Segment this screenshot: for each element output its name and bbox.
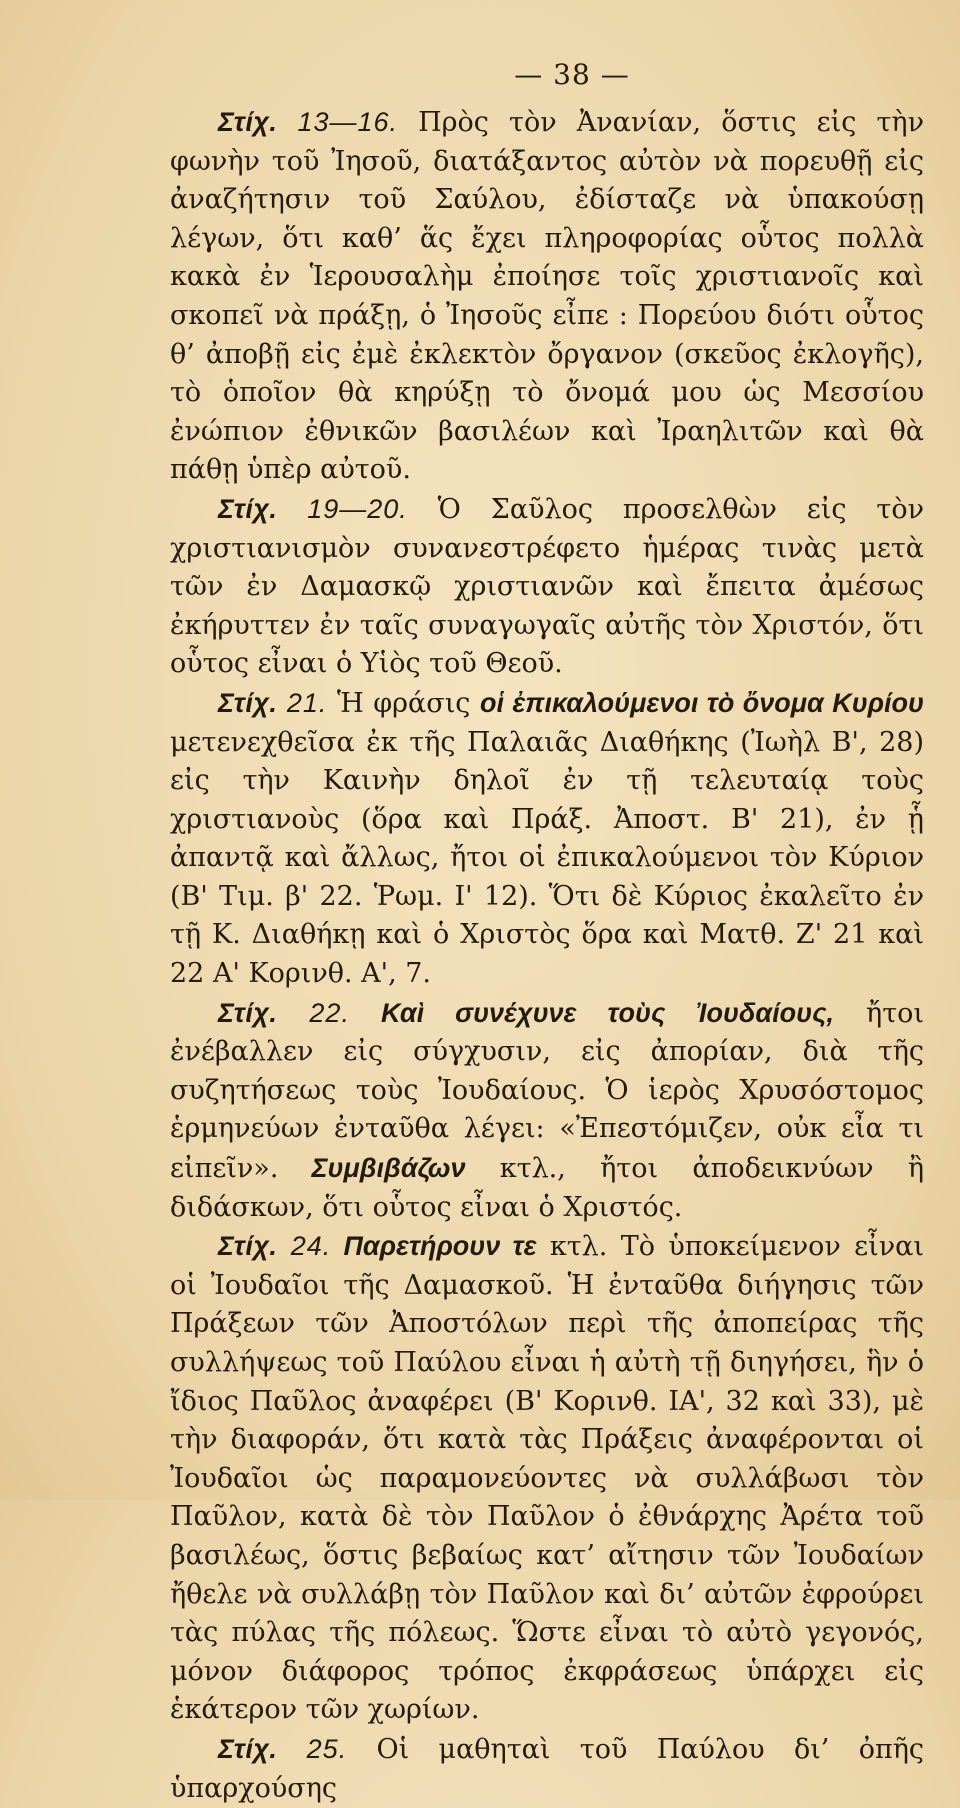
paragraph-verse-24 (170, 1227, 924, 1730)
paragraph-text: μετενεχθεῖσα ἐκ τῆς Παλαιᾶς Διαθήκης (Ἰωὴλ Β', 28) εἰς τὴν Καινὴν δηλοῖ ἐν τῇ τελευταίᾳ τοὺς χριστιανοὺς (ὅρα καὶ Πράξ. Ἀποστ. Β' 21), ἐν ᾗ ἀπαντᾷ καὶ ἄλλως, ἤτοι οἱ ἐπικαλούμενοι τὸν Κύριον (Β' Τιμ. β' 22. Ῥωμ. Ι' 12). Ὅτι δὲ Κύριος ἐκαλεῖτο ἐν τῇ Κ. Διαθήκῃ καὶ ὁ Χριστὸς ὅρα καὶ Ματθ. Ζ' 21 καὶ 22 Α' Κορινθ. Α', 7. (170, 726, 924, 990)
verse-ref-number: 21. (277, 687, 328, 718)
page-number: — 38 — (514, 58, 630, 91)
verse-ref-number: 19—20. (277, 493, 408, 524)
verse-ref-label: Στίχ. (218, 997, 278, 1028)
paragraph-text: Ἡ φράσις (327, 687, 480, 719)
verse-ref-label: Στίχ. (218, 1231, 278, 1262)
verse-ref-number: 22. (277, 997, 350, 1028)
emphasized-phrase: οἱ ἐπικαλούμενοι τὸ ὄνομα Κυρίου (479, 687, 924, 718)
paragraph-text: ἤτοι ἐνέβαλλεν εἰς σύγχυσιν, εἰς ἀπορίαν, διὰ τῆς συζητήσεως τοὺς Ἰουδαίους. Ὁ ἱερὸς Χρυσόστομος ἑρμηνεύων ἐνταῦθα λέγει: «Ἐπεστόμιζεν, οὐκ εἶα τι εἰπεῖν». (170, 997, 924, 1185)
paragraph-verse-25 (170, 1730, 924, 1808)
paragraph-verses-19-20 (170, 490, 924, 684)
verse-ref-number: 24. (277, 1231, 332, 1262)
verse-ref-label: Στίχ. (218, 107, 278, 137)
paragraph-text: κτλ., ἤτοι ἀποδεικνύων ἢ διδάσκων, ὅτι οὗτος εἶναι ὁ Χριστός. (170, 1153, 925, 1223)
emphasized-phrase: Παρετήρουν τε (331, 1231, 537, 1262)
emphasized-phrase: Καὶ συνέχυνε τοὺς Ἰουδαίους, (349, 997, 834, 1028)
verse-ref-number: 13—16. (277, 107, 399, 137)
paragraph-verse-21 (170, 684, 924, 994)
paragraph-text: Ὁ Σαῦλος προσελθὼν εἰς τὸν χριστιανισμὸν συνανεστρέφετο ἡμέρας τινὰς μετὰ τῶν ἐν Δαμασκῷ χριστιανῶν καὶ ἔπειτα ἀμέσως ἐκήρυττεν ἐν ταῖς συναγωγαῖς αὐτῆς τὸν Χριστόν, ὅτι οὗτος εἶναι ὁ Υἱὸς τοῦ Θεοῦ. (170, 493, 924, 680)
paragraph-verse-22 (170, 994, 924, 1228)
verse-ref-label: Στίχ. (218, 493, 278, 524)
paragraph-verses-13-16 (170, 103, 924, 490)
paragraph-text: Οἱ μαθηταὶ τοῦ Παύλου δι’ ὀπῆς ὑπαρχούσης (170, 1733, 924, 1804)
paragraph-text: Πρὸς τὸν Ἀνανίαν, ὅστις εἰς τὴν φωνὴν τοῦ Ἰησοῦ, διατάξαντος αὐτὸν νὰ πορευθῇ εἰς ἀναζήτησιν τοῦ Σαύλου, ἐδίσταζε νὰ ὑπακούσῃ λέγων, ὅτι καθ’ ἅς ἔχει πληροφορίας οὗτος πολλὰ κακὰ ἐν Ἱερουσαλὴμ ἐποίησε τοῖς χριστιανοῖς καὶ σκοπεῖ νὰ πράξῃ, ὁ Ἰησοῦς εἶπε : Πορεύου διότι οὗτος θ’ ἀποβῇ εἰς ἐμὲ ἐκλεκτὸν ὄργανον (σκεῦος ἐκλογῆς), τὸ ὁποῖον θὰ κηρύξῃ τὸ ὄνομά μου ὡς Μεσσίου ἐνώπιον ἐθνικῶν βασιλέων καὶ Ἰραηλιτῶν καὶ θὰ πάθῃ ὑπὲρ αὐτοῦ. (170, 107, 924, 486)
verse-ref-label: Στίχ. (218, 687, 278, 718)
emphasized-phrase: Συμβιβάζων (278, 1153, 466, 1184)
verse-ref-label: Στίχ. (218, 1733, 278, 1764)
verse-ref-number: 25. (277, 1733, 348, 1764)
paragraph-text: κτλ. Τὸ ὑποκείμενον εἶναι οἱ Ἰουδαῖοι τῆς Δαμασκοῦ. Ἡ ἐνταῦθα διήγησις τῶν Πράξεων τῶν Ἀποστόλων περὶ τῆς ἀποπείρας τῆς συλλήψεως τοῦ Παύλου εἶναι ἡ αὐτὴ τῇ διηγήσει, ἣν ὁ ἴδιος Παῦλος ἀναφέρει (Β' Κορινθ. ΙΑ', 32 καὶ 33), μὲ τὴν διαφοράν, ὅτι κατὰ τὰς Πράξεις ἀναφέρονται οἱ Ἰουδαῖοι ὡς παραμονεύοντες νὰ συλλάβωσι τὸν Παῦλον, κατὰ δὲ τὸν Παῦλον ὁ ἐθνάρχης Ἀρέτα τοῦ βασιλέως, ὅστις βεβαίως κατ’ αἴτησιν τῶν Ἰουδαίων ἤθελε νὰ συλλάβῃ τὸν Παῦλον καὶ δι’ αὐτῶν ἐφρούρει τὰς πύλας τῆς πόλεως. Ὥστε εἶναι τὸ αὐτὸ γεγονός, μόνον διάφορος τρόπος ἐκφράσεως ὑπάρχει εἰς ἑκάτερον τῶν χωρίων. (170, 1231, 924, 1726)
